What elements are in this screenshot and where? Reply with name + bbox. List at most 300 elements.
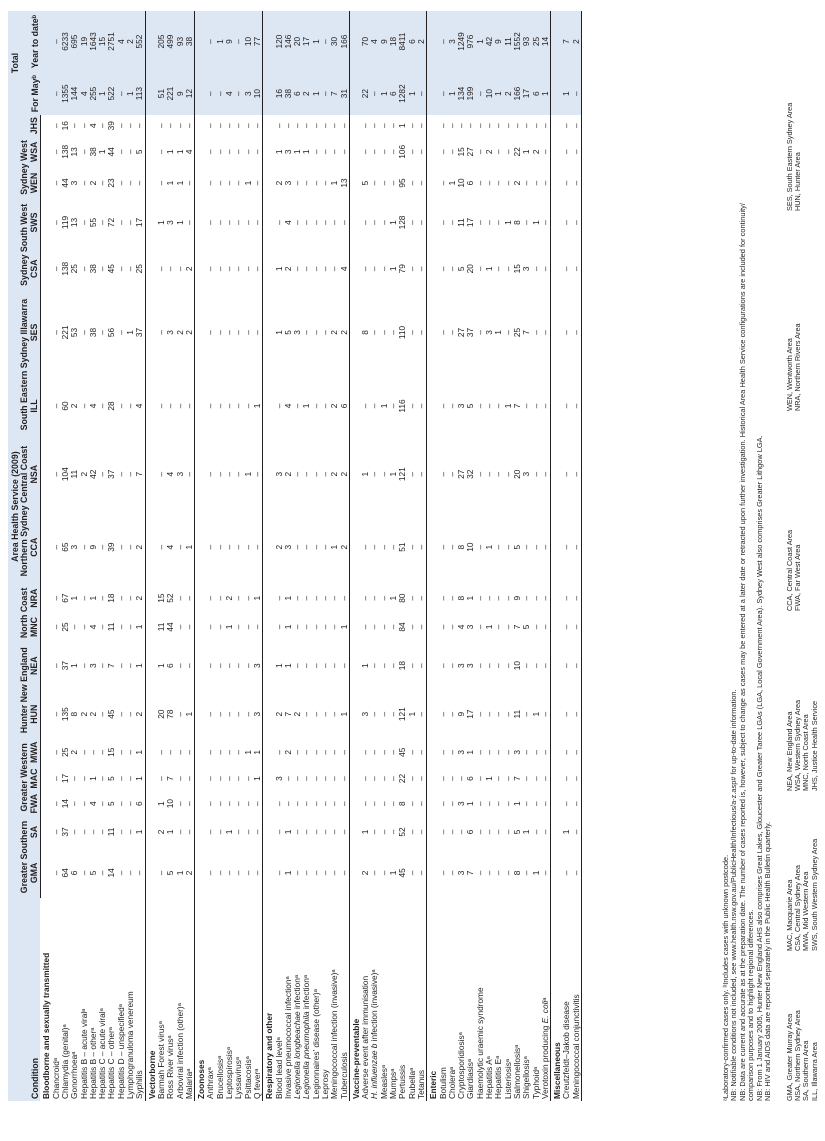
year-to-date-cell: 499: [166, 11, 175, 72]
table-cell: –: [69, 829, 80, 835]
table-cell: –: [502, 149, 513, 155]
blank-cell: [427, 199, 439, 247]
table-cell: 10: [165, 799, 176, 809]
note-line: NB: HIV and AIDS data are reported separately in the Public Health Bulletin quarterly.: [763, 821, 773, 1101]
for-may-cell: 17: [522, 72, 531, 115]
table-cell: –: [388, 801, 399, 806]
table-cell: –: [301, 180, 312, 186]
abbreviation-item: CCA, Central Coast Area: [785, 529, 794, 611]
group-heading: Vaccine-preventable: [350, 1018, 361, 1099]
table-cell: –: [474, 149, 485, 155]
year-to-date-cell: 4: [117, 11, 126, 72]
table-cell: –: [388, 180, 399, 186]
table-cell: 3: [521, 471, 532, 477]
table-cell: 16: [59, 121, 70, 131]
table-cell: 1: [338, 624, 349, 630]
blank-cell: [427, 438, 439, 510]
table-cell: –: [329, 711, 340, 717]
group-heading-row: [40, 11, 51, 1101]
table-cell: –: [292, 544, 303, 550]
table-cell: –: [214, 801, 225, 806]
table-row: [408, 11, 417, 1101]
table-cell: 1: [406, 711, 417, 717]
table-cell: 4: [87, 801, 98, 806]
table-cell: –: [320, 180, 330, 186]
table-cell: –: [406, 624, 417, 630]
table-cell: 1: [493, 330, 504, 335]
year-to-date-cell: –: [234, 11, 243, 72]
table-cell: –: [50, 403, 61, 409]
table-cell: 3: [511, 749, 522, 755]
table-cell: –: [539, 220, 550, 225]
table-cell: –: [474, 180, 485, 186]
table-cell: –: [125, 123, 136, 129]
table-cell: –: [224, 123, 235, 129]
table-cell: –: [214, 123, 225, 129]
table-cell: 5: [87, 870, 98, 876]
table-cell: 8: [511, 870, 522, 876]
table-cell: –: [292, 776, 303, 781]
table-cell: –: [78, 330, 89, 335]
table-cell: –: [78, 776, 89, 781]
table-cell: 1: [134, 829, 145, 835]
table-cell: 3: [282, 180, 293, 186]
blank-cell: [40, 72, 51, 115]
table-cell: –: [329, 749, 340, 755]
table-cell: 104: [59, 467, 70, 482]
table-cell: –: [415, 663, 426, 668]
abbreviation-item: SA, Southern Area: [801, 1040, 811, 1101]
table-cell: –: [539, 663, 550, 668]
blank-cell: [263, 136, 275, 167]
table-cell: –: [242, 266, 253, 272]
table-cell: –: [561, 266, 572, 272]
year-to-date-cell: 1: [312, 11, 321, 72]
for-may-cell: 10: [253, 72, 263, 115]
table-cell: –: [456, 776, 467, 781]
table-cell: –: [360, 801, 371, 806]
table-cell: 1: [511, 801, 522, 806]
table-cell: –: [292, 624, 303, 630]
table-cell: –: [301, 801, 312, 806]
table-cell: –: [493, 180, 504, 186]
table-cell: –: [437, 829, 448, 835]
table-cell: 22: [397, 773, 408, 784]
blank-cell: [427, 167, 439, 198]
table-cell: –: [406, 123, 417, 129]
table-cell: –: [474, 663, 485, 668]
table-cell: 2: [338, 544, 349, 550]
table-cell: –: [183, 180, 194, 186]
table-cell: –: [474, 220, 485, 225]
table-cell: –: [205, 829, 216, 835]
table-cell: –: [115, 870, 126, 876]
table-cell: –: [493, 471, 504, 477]
table-cell: –: [437, 870, 448, 876]
table-cell: –: [78, 149, 89, 155]
table-cell: –: [320, 123, 330, 129]
table-cell: 1: [165, 149, 176, 155]
condition-name: Anthraxᵃ: [205, 1067, 216, 1099]
table-cell: –: [165, 749, 176, 755]
table-cell: –: [251, 624, 262, 630]
table-cell: 2: [69, 403, 80, 409]
table-cell: 7: [282, 711, 293, 717]
table-cell: –: [115, 220, 126, 225]
year-to-date-cell: 9: [494, 11, 503, 72]
table-cell: –: [338, 749, 349, 755]
for-may-cell: –: [439, 72, 448, 115]
table-cell: 1: [360, 663, 371, 668]
table-cell: –: [320, 711, 330, 717]
table-cell: –: [369, 123, 380, 129]
table-cell: –: [539, 266, 550, 272]
table-cell: 3: [456, 749, 467, 755]
condition-name: Hepatitis Aᵃ: [484, 1056, 495, 1099]
table-cell: –: [78, 123, 89, 129]
table-row: [216, 11, 225, 1101]
table-cell: –: [530, 624, 541, 630]
table-cell: –: [493, 266, 504, 272]
table-cell: –: [242, 330, 253, 335]
table-cell: –: [155, 180, 166, 186]
area-group-header: Area Health Service (2009): [8, 115, 20, 898]
table-cell: 1: [292, 149, 303, 155]
table-row: [370, 11, 379, 1101]
for-may-cell: –: [476, 72, 485, 115]
year-to-date-cell: 38: [185, 11, 195, 72]
table-cell: 3: [521, 266, 532, 272]
abbreviation-item: GMA, Greater Murray Area: [785, 1013, 794, 1101]
table-cell: –: [378, 663, 389, 668]
table-cell: 1: [69, 595, 80, 601]
table-cell: 38: [87, 147, 98, 157]
table-cell: –: [214, 870, 225, 876]
table-cell: –: [474, 123, 485, 129]
blank-cell: [427, 584, 439, 612]
table-cell: 42: [87, 469, 98, 479]
table-cell: –: [310, 870, 321, 876]
for-may-cell: 1: [126, 72, 135, 115]
table-cell: –: [378, 180, 389, 186]
for-may-cell: –: [52, 72, 61, 115]
table-cell: –: [415, 123, 426, 129]
abbreviation-item: CSA, Central Sydney Area: [793, 865, 803, 951]
table-cell: 1: [388, 266, 399, 272]
table-cell: 3: [456, 870, 467, 876]
blank-cell: [263, 584, 275, 612]
year-to-date-cell: 70: [361, 11, 370, 72]
blank-cell: [263, 246, 275, 291]
table-cell: –: [78, 595, 89, 601]
table-cell: 1: [338, 711, 349, 717]
table-cell: 1: [155, 663, 166, 668]
table-row: [157, 11, 166, 1101]
table-cell: 45: [106, 709, 117, 719]
abbreviation-item: SWS, South Western Sydney Area: [809, 838, 819, 951]
table-cell: 37: [59, 827, 70, 837]
table-cell: –: [320, 801, 330, 806]
condition-name: Pertussis: [397, 1064, 408, 1099]
table-cell: –: [521, 220, 532, 225]
table-cell: 6: [69, 870, 80, 876]
table-cell: –: [310, 149, 321, 155]
condition-group: [195, 11, 263, 1101]
italic-term: H. influenzae b: [369, 1043, 380, 1099]
table-cell: –: [165, 403, 176, 409]
table-cell: –: [115, 749, 126, 755]
table-cell: –: [183, 220, 194, 225]
table-cell: –: [446, 123, 457, 129]
blank-cell: [263, 438, 275, 510]
table-row: [302, 11, 311, 1101]
table-cell: –: [155, 749, 166, 755]
table-row: [52, 11, 61, 1101]
year-to-date-cell: 1643: [89, 11, 98, 72]
table-cell: –: [474, 595, 485, 601]
table-cell: –: [493, 663, 504, 668]
table-cell: –: [570, 471, 581, 477]
region-header: Northern Sydney Central Coast: [20, 438, 29, 584]
table-cell: –: [570, 776, 581, 781]
table-cell: –: [125, 801, 136, 806]
table-cell: 79: [397, 264, 408, 274]
year-to-date-cell: 11: [504, 11, 513, 72]
table-cell: –: [97, 829, 108, 835]
table-cell: –: [115, 829, 126, 835]
table-cell: –: [214, 220, 225, 225]
table-cell: 3: [174, 471, 185, 477]
table-cell: –: [406, 403, 417, 409]
table-cell: –: [369, 801, 380, 806]
table-row: [234, 11, 243, 1101]
table-cell: –: [125, 624, 136, 630]
table-cell: –: [502, 870, 513, 876]
table-cell: –: [292, 749, 303, 755]
table-cell: –: [205, 595, 216, 601]
table-cell: –: [360, 266, 371, 272]
table-cell: –: [301, 749, 312, 755]
table-cell: –: [125, 870, 136, 876]
table-cell: –: [329, 829, 340, 835]
table-cell: –: [465, 123, 476, 129]
year-to-date-cell: 2751: [107, 11, 116, 72]
table-cell: –: [521, 870, 532, 876]
table-cell: –: [570, 711, 581, 717]
table-cell: 3: [273, 471, 284, 477]
table-cell: –: [205, 471, 216, 477]
blank-cell: [40, 584, 51, 612]
table-cell: –: [406, 220, 417, 225]
year-to-date-cell: 6233: [61, 11, 70, 72]
table-cell: –: [292, 403, 303, 409]
table-cell: –: [406, 544, 417, 550]
table-cell: –: [378, 776, 389, 781]
for-may-cell: –: [117, 72, 126, 115]
table-cell: –: [474, 711, 485, 717]
table-cell: –: [338, 801, 349, 806]
table-cell: –: [125, 749, 136, 755]
blank-cell: [263, 374, 275, 438]
year-to-date-cell: 120: [275, 11, 284, 72]
table-cell: –: [273, 123, 284, 129]
year-to-date-cell: 10: [244, 11, 253, 72]
table-row: [361, 11, 370, 1101]
table-cell: –: [282, 123, 293, 129]
italic-term: Legionella pneumophila: [301, 1011, 312, 1099]
table-cell: 4: [87, 123, 98, 129]
year-to-date-cell: 1249: [457, 11, 466, 72]
table-cell: –: [242, 870, 253, 876]
table-cell: –: [251, 870, 262, 876]
table-cell: 4: [282, 403, 293, 409]
abbreviation-column: [786, 791, 802, 951]
table-row: [70, 11, 79, 1101]
table-cell: –: [183, 403, 194, 409]
table-row: [448, 11, 457, 1101]
table-cell: –: [539, 829, 550, 835]
table-cell: –: [205, 149, 216, 155]
table-cell: –: [369, 663, 380, 668]
table-cell: 135: [59, 707, 70, 722]
table-cell: –: [125, 544, 136, 550]
table-cell: –: [561, 544, 572, 550]
table-cell: 1: [251, 403, 262, 409]
table-cell: –: [320, 870, 330, 876]
table-cell: 2: [87, 711, 98, 717]
table-cell: –: [360, 220, 371, 225]
table-cell: 4: [456, 624, 467, 630]
table-cell: 138: [59, 144, 70, 159]
table-cell: –: [87, 829, 98, 835]
year-to-date-cell: 18: [389, 11, 398, 72]
table-cell: –: [174, 544, 185, 550]
note-line: ᵃLaboratory-confirmed cases only. ᵇIncludes cases with unknown postcode.: [721, 854, 730, 1101]
table-cell: –: [502, 180, 513, 186]
table-cell: –: [474, 266, 485, 272]
for-may-cell: 31: [340, 72, 350, 115]
table-cell: 4: [165, 544, 176, 550]
table-cell: –: [214, 149, 225, 155]
for-may-cell: 2: [504, 72, 513, 115]
table-cell: 1: [360, 471, 371, 477]
table-cell: –: [360, 403, 371, 409]
table-cell: –: [183, 749, 194, 755]
table-cell: –: [415, 711, 426, 717]
condition-name: Listeriosisᵃ: [502, 1059, 513, 1099]
year-to-date-cell: 1: [476, 11, 485, 72]
table-cell: –: [282, 776, 293, 781]
table-cell: 2: [282, 749, 293, 755]
region-header: Greater Western: [20, 739, 29, 816]
table-cell: 51: [397, 542, 408, 552]
table-row: [225, 11, 234, 1101]
table-cell: –: [292, 595, 303, 601]
area-code-header: MNC: [30, 612, 41, 641]
table-cell: –: [251, 544, 262, 550]
year-to-date-cell: 552: [135, 11, 145, 72]
table-cell: 14: [59, 799, 70, 809]
table-cell: 18: [397, 661, 408, 671]
table-cell: –: [214, 180, 225, 186]
for-may-cell: 12: [185, 72, 195, 115]
table-cell: –: [570, 330, 581, 335]
table-cell: –: [214, 749, 225, 755]
table-cell: –: [155, 330, 166, 335]
table-cell: –: [570, 749, 581, 755]
table-cell: –: [437, 266, 448, 272]
table-row: [398, 11, 407, 1101]
table-cell: –: [301, 123, 312, 129]
table-row: [166, 11, 175, 1101]
table-cell: –: [310, 471, 321, 477]
table-cell: 1: [329, 180, 340, 186]
table-cell: 3: [456, 801, 467, 806]
table-cell: –: [301, 220, 312, 225]
for-may-cell: –: [206, 72, 215, 115]
table-cell: 2: [329, 403, 340, 409]
table-cell: 2: [224, 595, 235, 601]
area-code-header: JHS: [28, 117, 39, 135]
table-cell: –: [521, 801, 532, 806]
table-cell: –: [437, 801, 448, 806]
table-cell: –: [174, 663, 185, 668]
table-cell: 13: [69, 217, 80, 228]
table-cell: –: [484, 829, 495, 835]
table-cell: –: [415, 544, 426, 550]
table-cell: 3: [69, 544, 80, 550]
for-may-cell: 199: [466, 72, 475, 115]
abbreviation-item: NEA, New England Area: [785, 711, 794, 791]
abbreviation-item: MNC, North Coast Area: [801, 714, 811, 791]
table-cell: –: [310, 123, 321, 129]
table-cell: –: [50, 663, 61, 668]
for-may-cell: 1355: [61, 72, 70, 115]
table-cell: –: [87, 749, 98, 755]
note-line: NB: From 1 January 2005, Hunter New England AHS also comprises Great Lakes, Gloucester and Greater Taree LGAs (LGA, Local Government Area). Sydney West also comprises Greater Lithgow LGA.: [754, 435, 764, 1101]
table-cell: –: [338, 595, 349, 601]
group-heading: Miscellaneous: [552, 1042, 563, 1099]
table-cell: –: [502, 711, 513, 717]
table-cell: 44: [59, 178, 70, 188]
table-notes: [722, 41, 772, 1101]
table-cell: 1: [521, 149, 532, 155]
table-row: [293, 11, 302, 1101]
region-header: North Coast: [20, 584, 29, 642]
table-row: [541, 11, 551, 1101]
table-cell: 1: [183, 544, 194, 550]
table-cell: –: [301, 776, 312, 781]
table-cell: –: [50, 544, 61, 550]
table-cell: –: [97, 330, 108, 335]
condition-name: Cryptosporidiosisᵃ: [456, 1032, 467, 1099]
area-code-header: SWS: [30, 199, 41, 247]
table-cell: 121: [397, 707, 408, 722]
table-cell: –: [242, 663, 253, 668]
table-cell: –: [310, 266, 321, 272]
table-cell: 5: [106, 801, 117, 806]
table-cell: 11: [106, 827, 117, 837]
table-cell: –: [484, 711, 495, 717]
year-to-date-cell: 3: [448, 11, 457, 72]
table-cell: 1: [378, 403, 389, 409]
table-row: [206, 11, 215, 1101]
table-cell: –: [561, 220, 572, 225]
condition-name: Malariaᵃ: [183, 1068, 194, 1099]
year-to-date-cell: 695: [70, 11, 79, 72]
condition-name: Typhoidᵃ: [530, 1066, 541, 1099]
for-may-cell: 1282: [398, 72, 407, 115]
